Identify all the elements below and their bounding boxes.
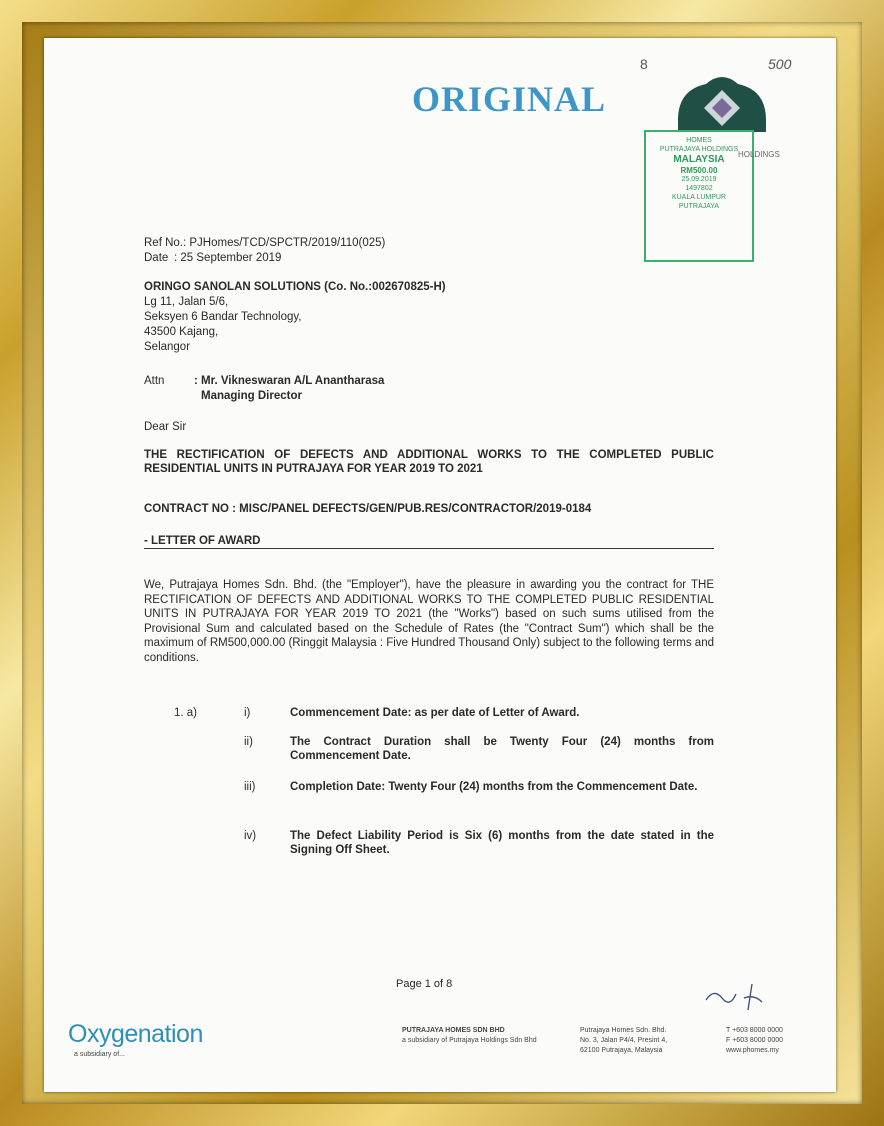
- clause-item-number: iii): [244, 781, 256, 793]
- letter-page: [44, 38, 836, 1092]
- original-stamp-text: ORIGINAL: [412, 79, 607, 119]
- clause-item-number: iv): [244, 830, 257, 842]
- revenue-stamp: HOMES PUTRAJAYA HOLDINGS MALAYSIA RM500.00 25.09.2019 1497802 KUALA LUMPUR PUTRAJAYA HOLDINGS: [644, 130, 754, 262]
- signature-mark: [704, 980, 774, 1014]
- footer-company-name: PUTRAJAYA HOMES SDN BHD: [402, 1027, 505, 1034]
- award-heading: - LETTER OF AWARD: [144, 535, 261, 547]
- award-body-paragraph: We, Putrajaya Homes Sdn. Bhd. (the "Employer"), have the pleasure in awarding you the contract for THE RECTIFICATION OF DEFECTS AND ADDITIONAL WORKS TO THE COMPLETED PUBLIC RESIDENTIAL UNITS IN PUTRAJAYA FOR YEAR 2019 TO 2021 (the "Works") based on such sums utilised from the Provisional Sum and calculated based on the Schedule of Rates (the "Contract Sum") which shall be the maximum of RM500,000.00 (Ringgit Malaysia : Five Hundred Thousand Only) subject to the following terms and conditions.: [144, 579, 714, 664]
- contract-number: CONTRACT NO : MISC/PANEL DEFECTS/GEN/PUB.RES/CONTRACTOR/2019-0184: [144, 503, 592, 515]
- footer-contact: www.phomes.my: [726, 1047, 779, 1054]
- recipient-line: Selangor: [144, 341, 191, 353]
- recipient-line: ORINGO SANOLAN SOLUTIONS (Co. No.:002670825-H): [144, 281, 446, 293]
- footer-company-sub: a subsidiary of Putrajaya Holdings Sdn Bhd: [402, 1037, 537, 1044]
- recipient-line: Lg 11, Jalan 5/6,: [144, 296, 229, 308]
- clause-item-text: The Defect Liability Period is Six (6) months from the date stated in the Signing Off Sheet.: [290, 830, 714, 856]
- oxygenation-logo: Oxygenation: [68, 1020, 203, 1048]
- clause-number: 1. a): [174, 707, 198, 719]
- brand-subtext: a subsidiary of...: [74, 1051, 125, 1058]
- date-value: : 25 September 2019: [174, 252, 282, 264]
- attn-label: Attn: [144, 375, 165, 387]
- page-number: Page 1 of 8: [396, 978, 453, 990]
- footer-contact: F +603 8000 0000: [726, 1037, 784, 1044]
- subject-heading: THE RECTIFICATION OF DEFECTS AND ADDITIONAL WORKS TO THE COMPLETED PUBLIC RESIDENTIAL UNITS IN PUTRAJAYA FOR YEAR 2019 TO 2021: [144, 449, 714, 475]
- salutation: Dear Sir: [144, 421, 187, 433]
- handwritten-note-right: 500: [768, 56, 792, 72]
- clause-item-text: Completion Date: Twenty Four (24) months from the Commencement Date.: [290, 781, 698, 793]
- footer-contact: T +603 8000 0000: [726, 1027, 783, 1034]
- date-label: Date: [144, 252, 169, 264]
- attn-name: : Mr. Vikneswaran A/L Anantharasa: [194, 375, 385, 387]
- footer-address: No. 3, Jalan P4/4, Presint 4,: [580, 1037, 668, 1044]
- clause-item-text: Commencement Date: as per date of Letter of Award.: [290, 707, 580, 719]
- putrajaya-holdings-logo: [676, 70, 768, 136]
- recipient-line: Seksyen 6 Bandar Technology,: [144, 311, 302, 323]
- reference-number: Ref No.: PJHomes/TCD/SPCTR/2019/110(025): [144, 237, 386, 249]
- heading-underline: [144, 548, 714, 549]
- clause-item-number: i): [244, 707, 251, 719]
- stamp-company-text: HOLDINGS: [738, 150, 780, 159]
- clause-item-number: ii): [244, 736, 253, 748]
- attn-title: Managing Director: [201, 390, 302, 402]
- footer-address: Putrajaya Homes Sdn. Bhd.: [580, 1027, 667, 1034]
- footer-address: 62100 Putrajaya, Malaysia: [580, 1047, 663, 1054]
- recipient-line: 43500 Kajang,: [144, 326, 219, 338]
- handwritten-note-left: 8: [640, 56, 648, 72]
- clause-item-text: The Contract Duration shall be Twenty Four (24) months from Commencement Date.: [290, 736, 714, 762]
